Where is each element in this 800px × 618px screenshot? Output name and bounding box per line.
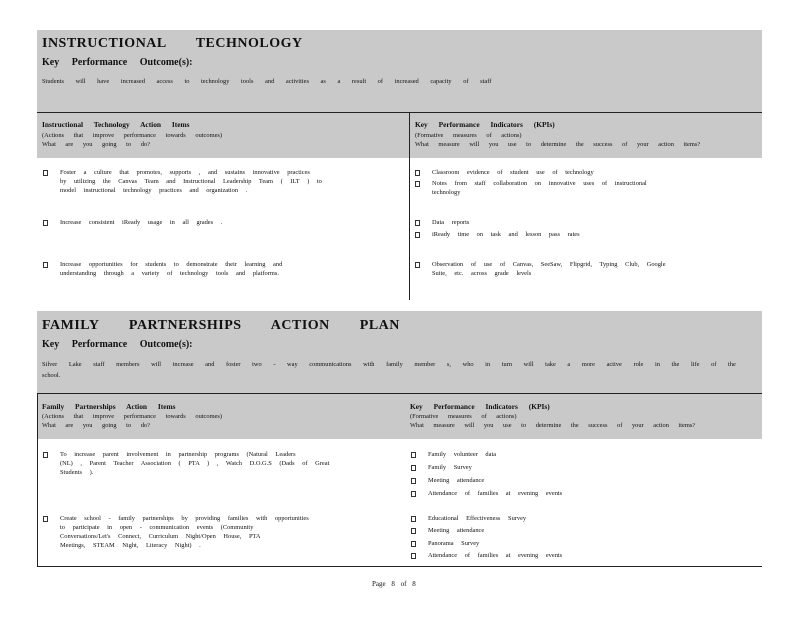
kpi-item [432, 260, 666, 278]
bullet-box-icon [43, 516, 48, 522]
kpi-item [428, 514, 526, 523]
section1-right-header-sub2: What measure will you use to determine the success of your action items? [415, 141, 701, 148]
kpi-item [428, 463, 472, 472]
kpi-line: Attendance of families at evening events [428, 552, 563, 559]
action-item [60, 218, 222, 227]
action-line: Students ). [60, 469, 94, 476]
kpi-item [428, 450, 496, 459]
section1-title: INSTRUCTIONAL TECHNOLOGY [42, 36, 303, 51]
bullet-box-icon [411, 452, 416, 458]
section2-left-header-sub1: (Actions that improve performance towards outcomes) [42, 413, 223, 420]
kpi-item [428, 551, 562, 560]
page-number: Page 8 of 8 [372, 580, 416, 588]
section2-left-header-title: Family Partnerships Action Items [42, 402, 176, 411]
section2-right-header-sub1: (Formative measures of actions) [410, 413, 517, 420]
table-bottom-border [37, 566, 762, 567]
section1-right-header-sub1: (Formative measures of actions) [415, 132, 522, 139]
kpi-line: Observation of use of Canvas, SeeSaw, Flipgrid, Typing Club, Google [432, 261, 666, 268]
action-item [60, 514, 309, 550]
action-item [60, 168, 322, 195]
bullet-box-icon [411, 553, 416, 559]
action-line: by utilizing the Canvas Team and Instructional Leadership Team ( ILT ) to [60, 178, 322, 185]
bullet-box-icon [43, 170, 48, 176]
action-line: to participate in open - communication events (Community [60, 524, 254, 531]
bullet-box-icon [411, 478, 416, 484]
kpi-line: Family Survey [428, 464, 472, 471]
section1-outcome-text: Students will have increased access to technology tools and activities as a result of increased capacity of staff [42, 78, 492, 85]
bullet-box-icon [415, 232, 420, 238]
bullet-box-icon [43, 220, 48, 226]
bullet-box-icon [43, 452, 48, 458]
kpi-line: Classroom evidence of student use of technology [432, 169, 594, 176]
section1-left-header-title: Instructional Technology Action Items [42, 120, 190, 129]
kpi-item [428, 526, 484, 535]
bullet-box-icon [411, 465, 416, 471]
action-line: Meetings, STEAM Night, Literacy Night) . [60, 542, 201, 549]
action-line: model instructional technology practices and organization . [60, 187, 248, 194]
kpi-item [432, 168, 594, 177]
bullet-box-icon [415, 170, 420, 176]
section2-outcome-line2: school. [42, 372, 61, 379]
action-item [60, 450, 329, 477]
kpi-line: Data reports [432, 219, 470, 226]
bullet-box-icon [43, 262, 48, 268]
section2-right-header-sub2: What measure will you use to determine the success of your action items? [410, 422, 696, 429]
kpi-item [428, 539, 479, 548]
action-line: To increase parent involvement in partnership programs (Natural Leaders [60, 451, 296, 458]
section1-key-performance-label: Key Performance Outcome(s): [42, 57, 193, 68]
bullet-box-icon [411, 516, 416, 522]
kpi-line: Attendance of families at evening events [428, 490, 563, 497]
kpi-line: technology [432, 189, 461, 196]
kpi-line: Meeting attendance [428, 477, 485, 484]
kpi-item [432, 230, 580, 239]
action-line: (NL) , Parent Teacher Association ( PTA ) , Watch D.O.G.S (Dads of Great [60, 460, 330, 467]
kpi-line: Notes from staff collaboration on innovative uses of instructional [432, 180, 647, 187]
section1-left-header-sub1: (Actions that improve performance towards outcomes) [42, 132, 223, 139]
bullet-box-icon [415, 181, 420, 187]
action-line: Increase opportunities for students to demonstrate their learning and [60, 261, 283, 268]
action-line: Increase consistent iReady usage in all grades . [60, 219, 223, 226]
bullet-box-icon [411, 541, 416, 547]
kpi-line: Educational Effectiveness Survey [428, 515, 527, 522]
section2-outcome-line1: Silver Lake staff members will increase and foster two - way communications with family member s, who in turn will take a more active role in the life of the [42, 361, 736, 368]
action-line: Create school - family partnerships by providing families with opportunities [60, 515, 309, 522]
table-left-border [37, 394, 38, 566]
kpi-line: Panorama Survey [428, 540, 480, 547]
action-item [60, 260, 282, 278]
section1-left-header-sub2: What are you going to do? [42, 141, 150, 148]
section2-left-header-sub2: What are you going to do? [42, 422, 150, 429]
kpi-item [432, 179, 647, 197]
kpi-item [428, 476, 484, 485]
kpi-line: Meeting attendance [428, 527, 485, 534]
kpi-line: Family volunteer data [428, 451, 497, 458]
bullet-box-icon [415, 262, 420, 268]
action-line: understanding through a variety of technology tools and platforms. [60, 270, 279, 277]
kpi-line: Suite, etc. across grade levels [432, 270, 532, 277]
kpi-item [428, 489, 562, 498]
bullet-box-icon [411, 528, 416, 534]
section2-title: FAMILY PARTNERSHIPS ACTION PLAN [42, 318, 400, 333]
section2-key-performance-label: Key Performance Outcome(s): [42, 339, 193, 350]
section1-right-header-title: Key Performance Indicators (KPIs) [415, 120, 555, 129]
bullet-box-icon [415, 220, 420, 226]
column-divider [409, 113, 410, 300]
action-line: Conversations/Let's Connect, Curriculum Night/Open House, PTA [60, 533, 261, 540]
section2-right-header-title: Key Performance Indicators (KPIs) [410, 402, 550, 411]
kpi-item [432, 218, 469, 227]
action-line: Foster a culture that promotes, supports , and sustains innovative practices [60, 169, 310, 176]
kpi-line: iReady time on task and lesson pass rates [432, 231, 580, 238]
bullet-box-icon [411, 491, 416, 497]
